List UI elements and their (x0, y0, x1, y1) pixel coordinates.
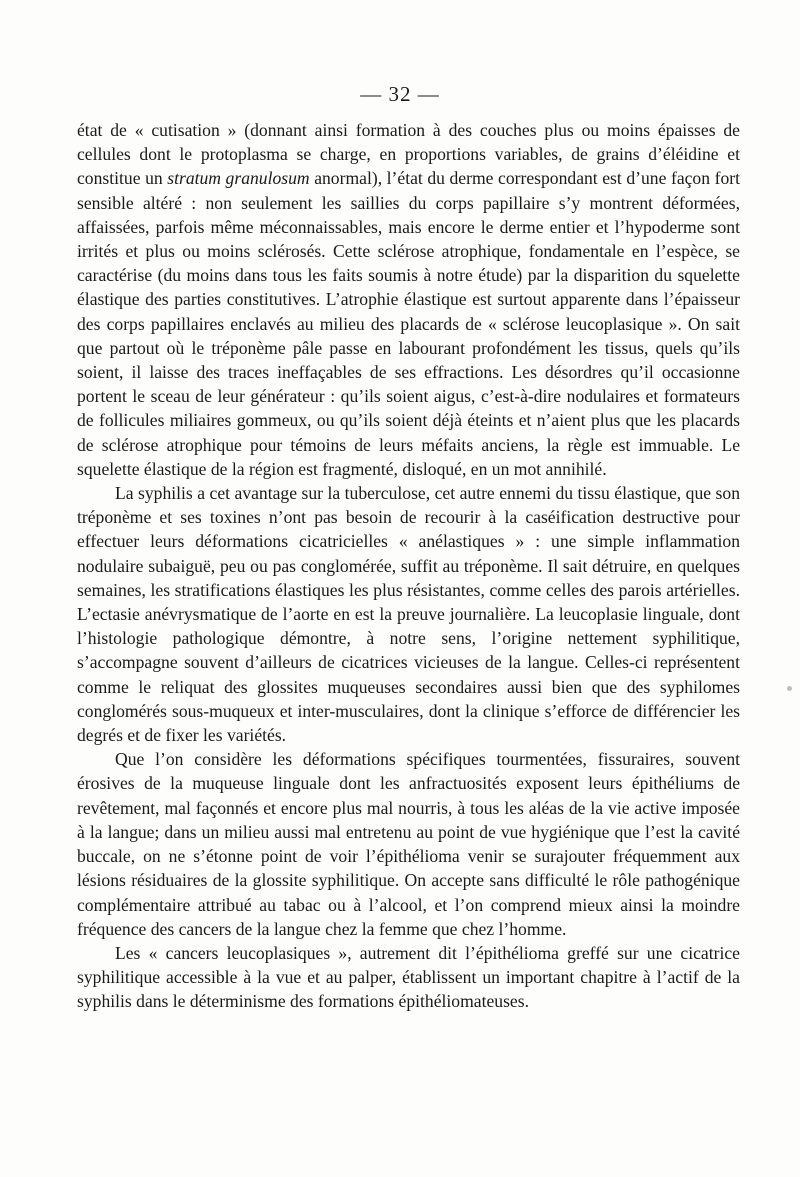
body-text (77, 118, 740, 1014)
paper-speck (787, 686, 792, 691)
page-number: — 32 — (360, 82, 440, 106)
paragraph-3: Que l’on considère les déformations spécifiques tourmentées, fissuraires, souvent érosives de la muqueuse linguale dont les anfractuosités exposent leurs épithéliums de revêtement, mal façonnés et encore plus mal nourris, à tous les aléas de la vie active imposée à la langue; dans un milieu aussi mal entretenu au point de vue hygiénique que l’est la cavité buccale, on ne s’étonne point de voir l’épithélioma venir se surajouter fréquemment aux lésions résiduaires de la glossite syphilitique. On accepte sans difficulté le rôle pathogénique complémentaire attribué au tabac ou à l’alcool, et l’on comprend mieux ainsi la moindre fréquence des cancers de la langue chez la femme que chez l’homme. (77, 749, 740, 939)
paragraph-1 (77, 118, 740, 481)
paragraph-4: Les « cancers leucoplasiques », autrement dit l’épithélioma greffé sur une cicatrice syphilitique accessible à la vue et au palper, établissent un important chapitre à l’actif de la syphilis dans le déterminisme des formations épithéliomateuses. (77, 942, 740, 1012)
paragraph-1-text-end: anormal), l’état du derme correspondant est d’une façon fort sensible altéré : non seulement les saillies du corps papillaire s’y montrent déformées, affaissées, parfois même méconnaissables, mais encore le derme entier et l’hypoderme sont irrités et plus ou moins sclérosés. Cette sclérose atrophique, fondamentale en l’espèce, se caractérise (du moins dans tous les faits soumis à notre étude) par la disparition du squelette élastique des parties constitutives. L’atrophie élastique est surtout apparente dans l’épaisseur des corps papillaires enclavés au milieu des placards de « sclérose leucoplasique ». On sait que partout où le tréponème pâle passe en labourant profondément les tissus, quels qu’ils soient, il laisse des traces ineffaçables de ses effractions. Les désordres qu’il occasionne portent le sceau de leur générateur : qu’ils soient aigus, c’est-à-dire nodulaires et formateurs de follicules miliaires gommeux, ou qu’ils soient déjà éteints et n’aient plus que les placards de sclérose atrophique pour témoins de leurs méfaits anciens, la règle est immuable. Le squelette élastique de la région est fragmenté, disloqué, en un mot annihilé. (77, 168, 740, 479)
paragraph-1-text-start: état de « cutisation » (donnant ainsi formation à des couches plus ou moins épaisses de cellules dont le protoplasma se charge, en proportions variables, de grains d’éléidine et constitue un (77, 120, 740, 189)
paragraph-2: La syphilis a cet avantage sur la tuberculose, cet autre ennemi du tissu élastique, que son tréponème et ses toxines n’ont pas besoin de recourir à la caséification destructive pour effectuer leurs déformations cicatricielles « anélastiques » : une simple inflammation nodulaire subaiguë, peu ou pas conglomérée, suffit au tréponème. Il sait détruire, en quelques semaines, les stratifications élastiques les plus résistantes, comme celles des parois artérielles. L’ectasie anévrysmatique de l’aorte en est la preuve journalière. La leucoplasie linguale, dont l’histologie pathologique démontre, à notre sens, l’origine nettement syphilitique, s’accompagne souvent d’ailleurs de cicatrices vicieuses de la langue. Celles-ci représentent comme le reliquat des glossites muqueuses secondaires aussi bien que des syphilomes conglomérés sous-muqueux et inter-musculaires, dont la clinique s’efforce de différencier les degrés et de fixer les variétés. (77, 483, 740, 746)
paragraph-1-italic-term: stratum granulosum (167, 168, 310, 189)
